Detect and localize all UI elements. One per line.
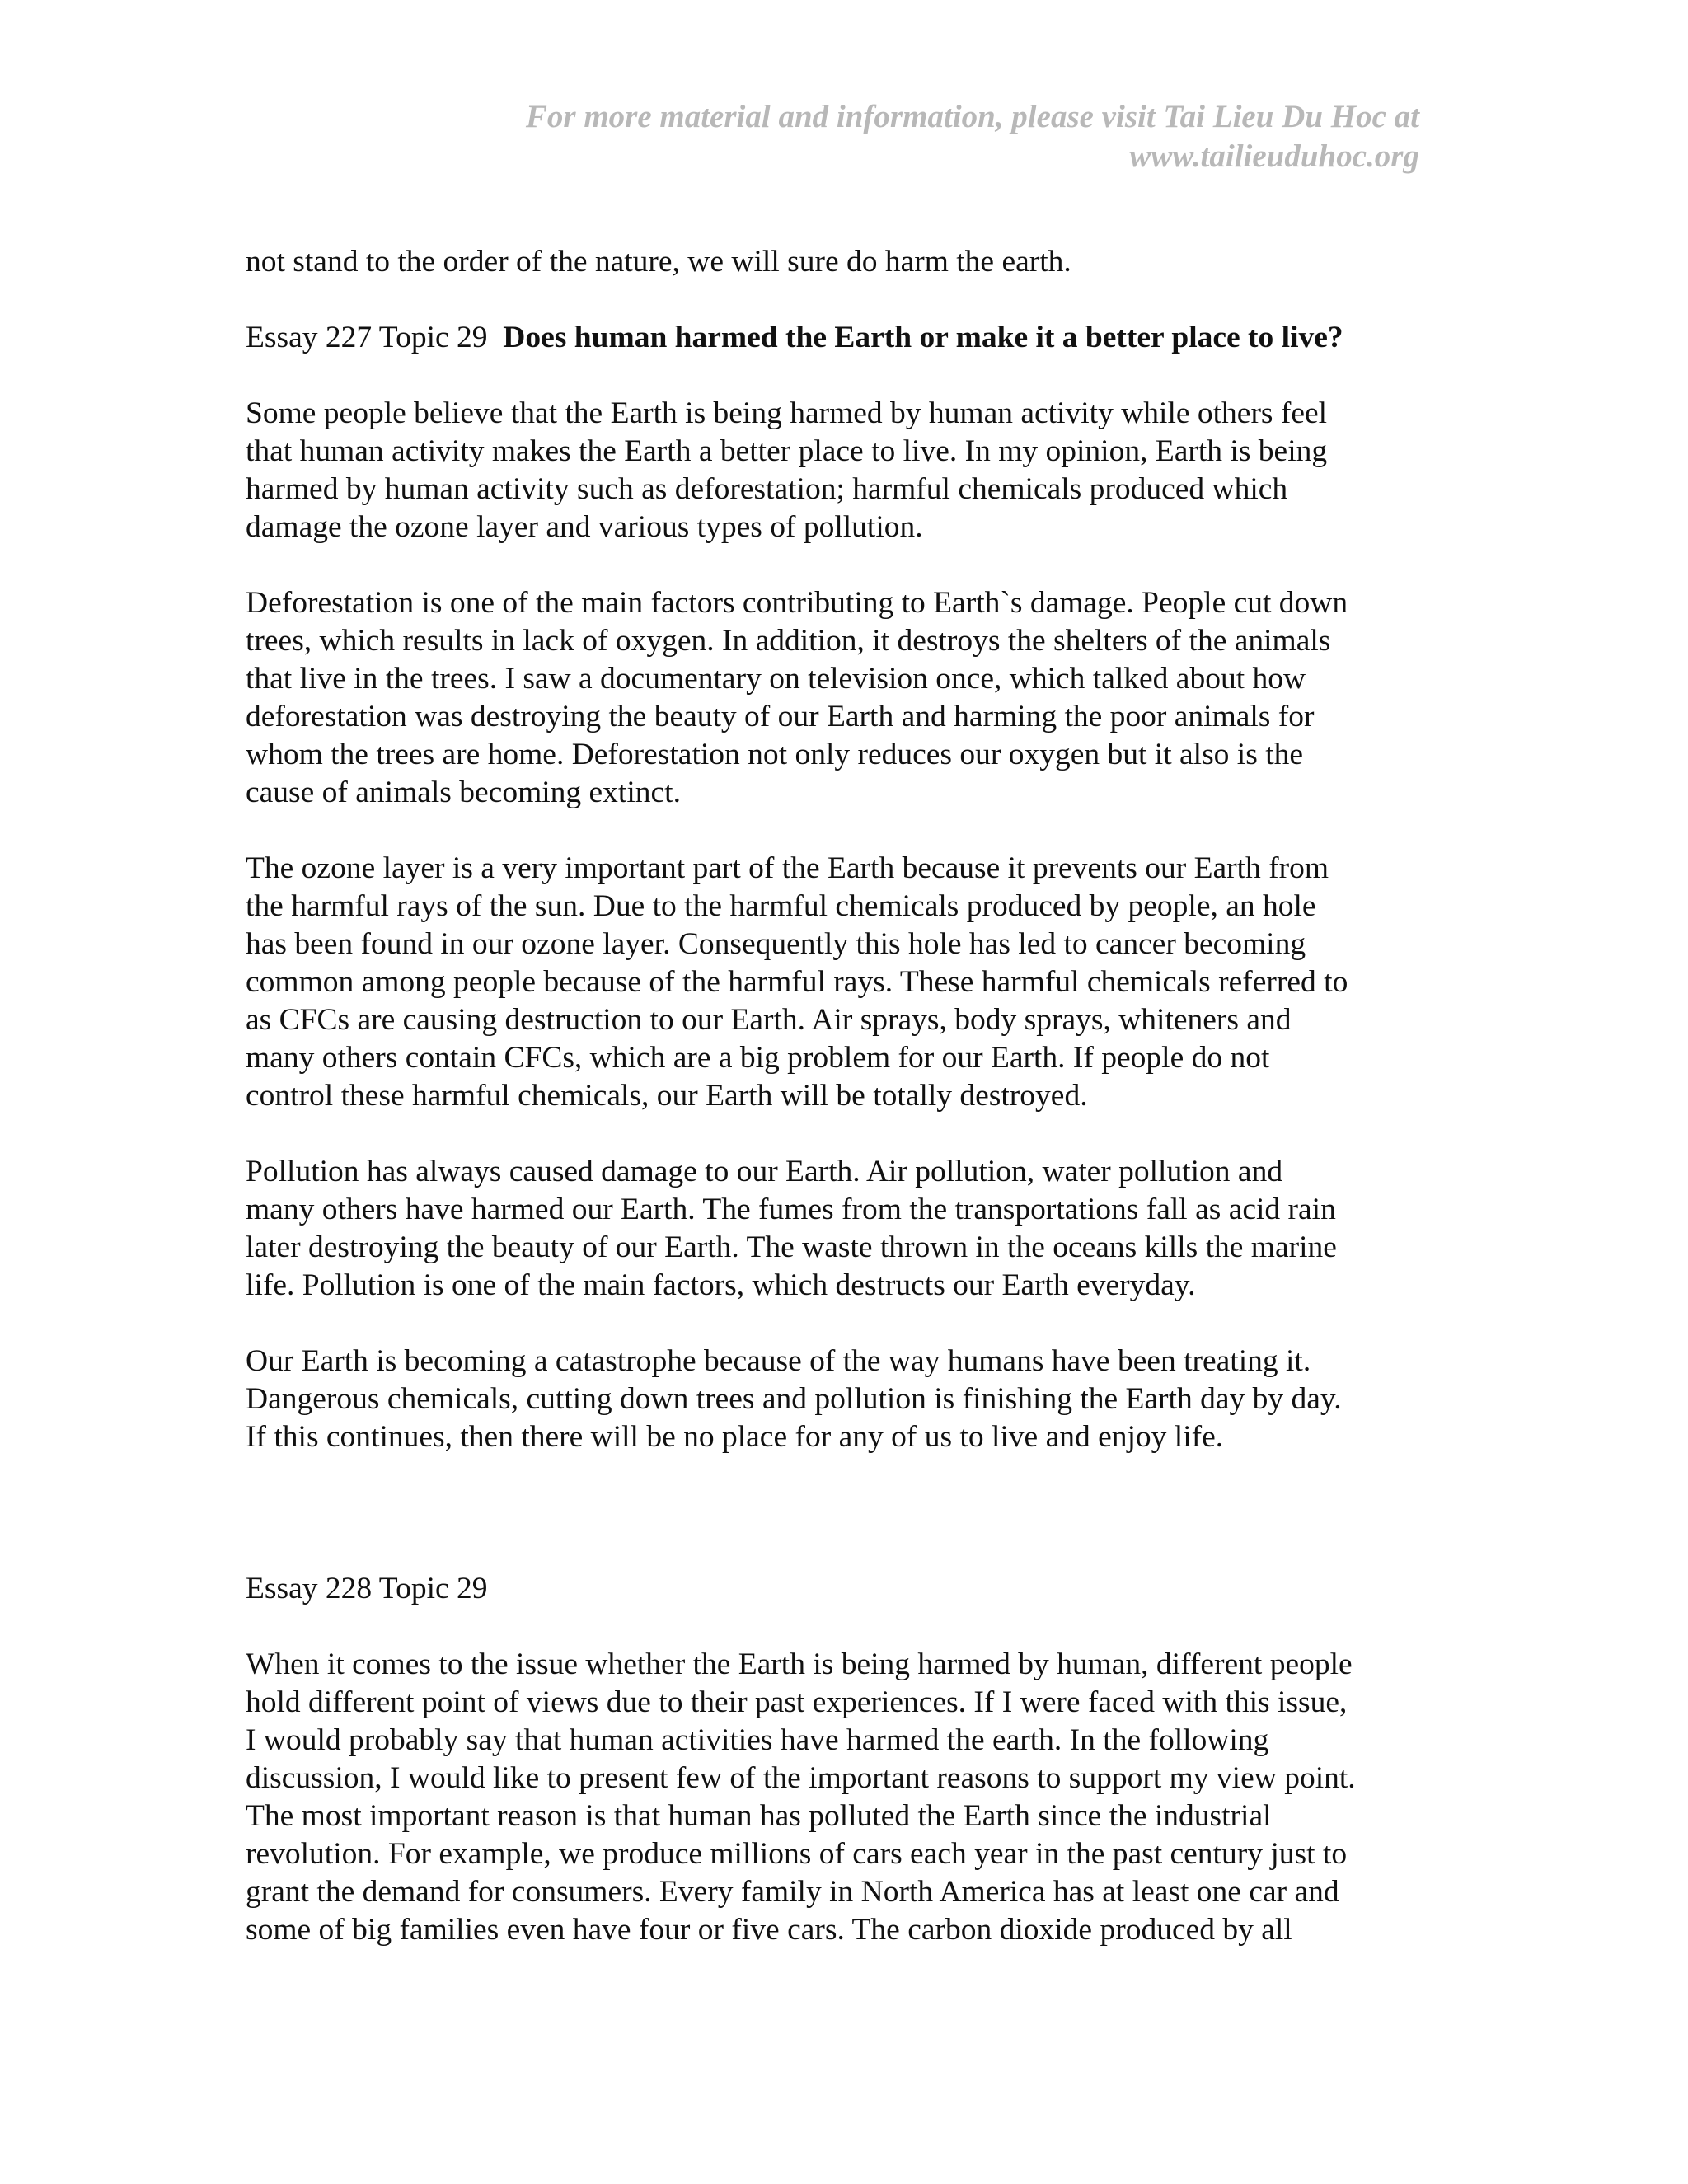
- text-line: common among people because of the harmful rays. These harmful chemicals referred to: [246, 965, 1348, 999]
- text-line: has been found in our ozone layer. Consequently this hole has led to cancer becoming: [246, 927, 1306, 961]
- text-line: revolution. For example, we produce millions of cars each year in the past century just to: [246, 1837, 1348, 1871]
- essay-227-paragraph-1: [246, 395, 1449, 546]
- essay-228-paragraph-1: [246, 1646, 1449, 1949]
- text-line: whom the trees are home. Deforestation not only reduces our oxygen but it also is the: [246, 738, 1304, 771]
- text-line: Our Earth is becoming a catastrophe because of the way humans have been treating it.: [246, 1344, 1311, 1378]
- text-line: damage the ozone layer and various types of pollution.: [246, 510, 923, 544]
- essay-227-paragraph-5: [246, 1343, 1449, 1456]
- text-line: Some people believe that the Earth is being harmed by human activity while others feel: [246, 396, 1328, 430]
- essay-227-title: Does human harmed the Earth or make it a better place to live?: [503, 321, 1343, 354]
- text-line: as CFCs are causing destruction to our Earth. Air sprays, body sprays, whiteners and: [246, 1003, 1292, 1037]
- text-line: harmed by human activity such as deforestation; harmful chemicals produced which: [246, 472, 1288, 506]
- page-header: [265, 97, 1419, 176]
- text-line: trees, which results in lack of oxygen. In addition, it destroys the shelters of the animals: [246, 624, 1331, 658]
- text-line: the harmful rays of the sun. Due to the harmful chemicals produced by people, an hole: [246, 889, 1316, 923]
- text-line: later destroying the beauty of our Earth. The waste thrown in the oceans kills the marine: [246, 1230, 1337, 1264]
- continuation-paragraph: [246, 243, 1449, 281]
- text-line: not stand to the order of the nature, we will sure do harm the earth.: [246, 245, 1071, 279]
- text-line: that human activity makes the Earth a better place to live. In my opinion, Earth is being: [246, 434, 1328, 468]
- text-line: many others contain CFCs, which are a big problem for our Earth. If people do not: [246, 1041, 1270, 1075]
- text-line: When it comes to the issue whether the Earth is being harmed by human, different people: [246, 1647, 1353, 1681]
- text-line: The ozone layer is a very important part of the Earth because it prevents our Earth from: [246, 851, 1329, 885]
- text-line: that live in the trees. I saw a documentary on television once, which talked about how: [246, 662, 1306, 696]
- text-line: many others have harmed our Earth. The fumes from the transportations fall as acid rain: [246, 1193, 1336, 1226]
- text-line: Deforestation is one of the main factors contributing to Earth`s damage. People cut down: [246, 586, 1348, 620]
- text-line: some of big families even have four or five cars. The carbon dioxide produced by all: [246, 1913, 1292, 1947]
- text-line: deforestation was destroying the beauty of our Earth and harming the poor animals for: [246, 700, 1315, 733]
- essay-227-heading: [246, 319, 1449, 357]
- header-line-1: For more material and information, please visit Tai Lieu Du Hoc at: [525, 99, 1419, 134]
- text-line: Pollution has always caused damage to our Earth. Air pollution, water pollution and: [246, 1155, 1283, 1188]
- text-line: If this continues, then there will be no place for any of us to live and enjoy life.: [246, 1420, 1224, 1454]
- essay-227-label: Essay 227 Topic 29: [246, 321, 488, 354]
- header-link: www.tailieuduhoc.org: [1129, 138, 1419, 174]
- document-body: [246, 243, 1449, 1949]
- essay-228-heading: [246, 1570, 1449, 1608]
- text-line: I would probably say that human activities have harmed the earth. In the following: [246, 1723, 1269, 1757]
- text-line: grant the demand for consumers. Every family in North America has at least one car and: [246, 1875, 1339, 1909]
- essay-228-label: Essay 228 Topic 29: [246, 1572, 488, 1605]
- text-line: discussion, I would like to present few of the important reasons to support my view point.: [246, 1761, 1356, 1795]
- text-line: control these harmful chemicals, our Earth will be totally destroyed.: [246, 1079, 1088, 1113]
- text-line: cause of animals becoming extinct.: [246, 776, 681, 809]
- text-line: hold different point of views due to their past experiences. If I were faced with this issue,: [246, 1685, 1348, 1719]
- essay-227-paragraph-2: [246, 584, 1449, 812]
- text-line: life. Pollution is one of the main factors, which destructs our Earth everyday.: [246, 1268, 1196, 1302]
- essay-227-paragraph-3: [246, 850, 1449, 1115]
- text-line: Dangerous chemicals, cutting down trees and pollution is finishing the Earth day by day.: [246, 1382, 1342, 1416]
- text-line: The most important reason is that human has polluted the Earth since the industrial: [246, 1799, 1272, 1833]
- essay-227-paragraph-4: [246, 1153, 1449, 1305]
